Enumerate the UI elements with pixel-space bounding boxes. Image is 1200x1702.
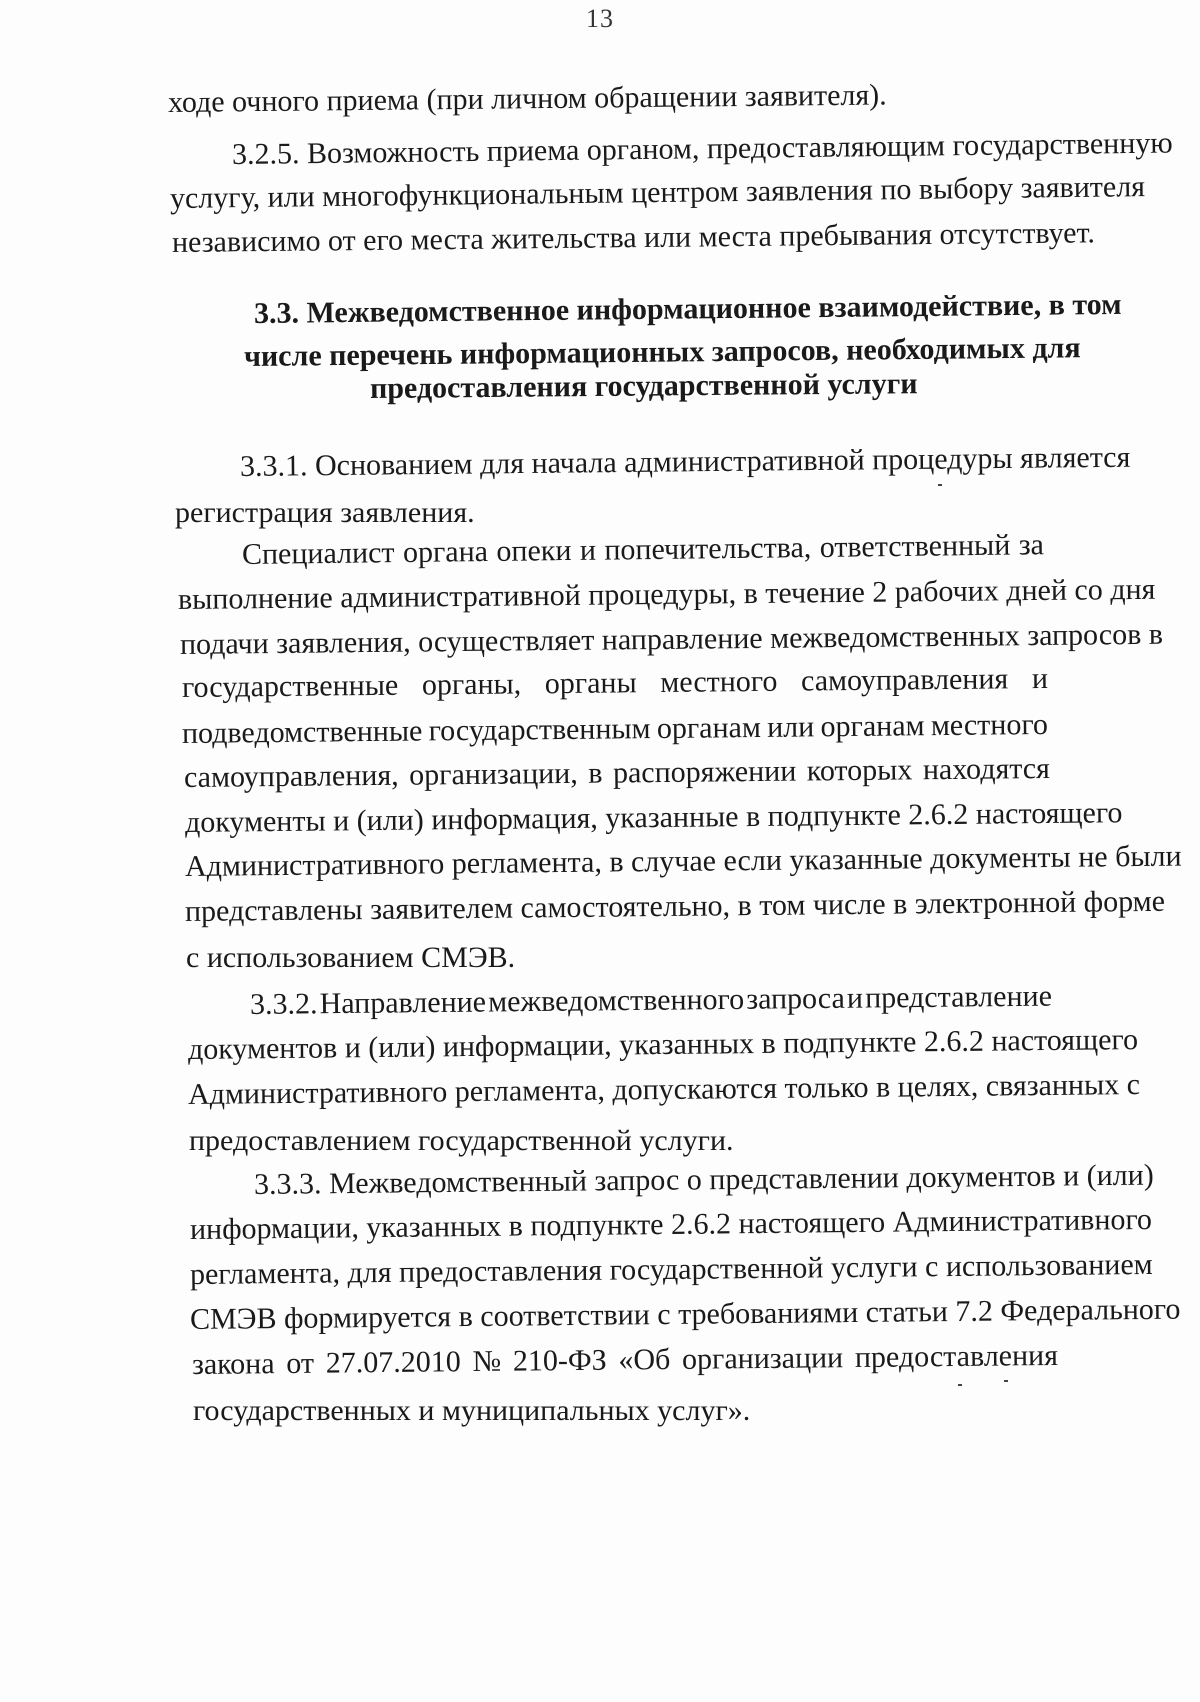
para-specialist-line-9: представлены заявителем самостоятельно, в том числе в электронной форме xyxy=(184,884,1166,928)
para-3-3-3-line-2: информации, указанных в подпункте 2.6.2 настоящего Административного xyxy=(189,1202,1153,1246)
section-heading-line-2: числе перечень информационных запросов, необходимых для xyxy=(243,331,1081,373)
word: органам xyxy=(656,710,762,746)
word: попечительства, xyxy=(604,531,812,567)
para-specialist-line-6 xyxy=(184,751,1050,796)
para-specialist-line-4 xyxy=(182,661,1048,706)
para-3-3-2-line-3: Административного регламента, допускаются только в целях, связанных с xyxy=(187,1068,1141,1111)
word: находятся xyxy=(922,751,1051,787)
word: органы xyxy=(544,666,637,701)
word: опеки xyxy=(496,533,572,568)
word: № xyxy=(472,1344,502,1379)
word: предоставления xyxy=(854,1338,1059,1375)
word: 210-ФЗ xyxy=(512,1343,607,1378)
word: «Об xyxy=(618,1342,671,1377)
word: подведомственные xyxy=(181,714,423,750)
word: органам xyxy=(820,709,925,744)
word: Специалист xyxy=(241,536,395,571)
word: государственные xyxy=(181,668,399,704)
word: и xyxy=(1031,661,1049,696)
para-3-2-5-line-2 xyxy=(169,170,1146,217)
scan-speck xyxy=(938,484,942,486)
para-3-3-3-line-3: регламента, для предоставления государственной услуги с использованием xyxy=(189,1247,1153,1291)
word: закона xyxy=(191,1347,275,1381)
para-3-3-3-line-1: 3.3.3. Межведомственный запрос о представлении документов и (или) xyxy=(253,1158,1154,1201)
intro-line: ходе очного приема (при личном обращении заявителя). xyxy=(167,78,887,119)
para-3-3-2-line-2: документов и (или) информации, указанных в подпункте 2.6.2 настоящего xyxy=(187,1023,1139,1066)
para-3-3-1-line-1: 3.3.1. Основанием для начала административной процедуры является xyxy=(239,440,1131,483)
word: которых xyxy=(806,753,913,788)
para-3-2-5-line-1: 3.2.5. Возможность приема органом, предоставляющим государственную xyxy=(231,126,1173,171)
para-3-2-5-line-3: независимо от его места жительства или места пребывания отсутствует. xyxy=(171,216,1096,259)
word: Направление xyxy=(319,985,487,1021)
word: организации, xyxy=(409,756,578,792)
word: государственным xyxy=(428,712,651,748)
word: местного xyxy=(930,707,1049,743)
word: представление xyxy=(864,979,1053,1015)
para-3-3-2-line-1 xyxy=(250,979,1052,1023)
page-number: 13 xyxy=(586,4,614,33)
para-3-2-5-line-2-text: услугу, или многофункциональным центром заявления по выбору заявителя xyxy=(169,170,1146,215)
section-heading-line-1: 3.3. Межведомственное информационное взаимодействие, в том xyxy=(253,287,1122,330)
word: 27.07.2010 xyxy=(325,1345,461,1380)
para-specialist-line-8: Административного регламента, в случае если указанные документы не были xyxy=(184,839,1182,883)
word: 3.3.2. xyxy=(249,987,318,1021)
para-specialist-line-2: выполнение административной процедуры, в течение 2 рабочих дней со дня xyxy=(177,572,1156,616)
word: местного xyxy=(660,664,778,699)
word: запроса xyxy=(746,981,845,1016)
word: и xyxy=(579,533,597,567)
word: от xyxy=(286,1346,315,1381)
para-specialist-line-5 xyxy=(182,707,1048,752)
word: за xyxy=(1018,528,1045,562)
word: самоуправления xyxy=(800,662,1009,698)
word: распоряжении xyxy=(612,754,797,790)
word: в xyxy=(588,756,603,790)
word: или xyxy=(766,710,815,744)
para-specialist-line-10: с использованием СМЭВ. xyxy=(186,941,516,974)
word: самоуправления, xyxy=(183,758,399,794)
word: ответственный xyxy=(819,528,1011,564)
section-heading-line-3: предоставления государственной услуги xyxy=(369,367,918,405)
para-3-3-3-line-5 xyxy=(192,1338,1058,1383)
para-specialist-line-1 xyxy=(242,527,1044,573)
para-3-3-3-line-6: государственных и муниципальных услуг». xyxy=(193,1394,751,1427)
para-3-3-1-line-2: регистрация заявления. xyxy=(175,496,475,529)
word: органы, xyxy=(421,667,522,702)
scan-speck xyxy=(1004,1380,1008,1382)
scan-speck xyxy=(958,1384,962,1386)
word: межведомственного xyxy=(487,982,745,1019)
para-specialist-line-7: документы и (или) информация, указанные в подпункте 2.6.2 настоящего xyxy=(184,796,1123,839)
word: и xyxy=(846,981,864,1015)
para-specialist-line-3: подачи заявления, осуществляет направление межведомственных запросов в xyxy=(179,617,1164,661)
word: органа xyxy=(402,534,489,570)
para-3-3-2-line-4: предоставлением государственной услуги. xyxy=(189,1124,734,1157)
word: организации xyxy=(681,1341,844,1376)
para-3-3-3-line-4: СМЭВ формируется в соответствии с требованиями статьи 7.2 Федерального xyxy=(189,1292,1181,1336)
